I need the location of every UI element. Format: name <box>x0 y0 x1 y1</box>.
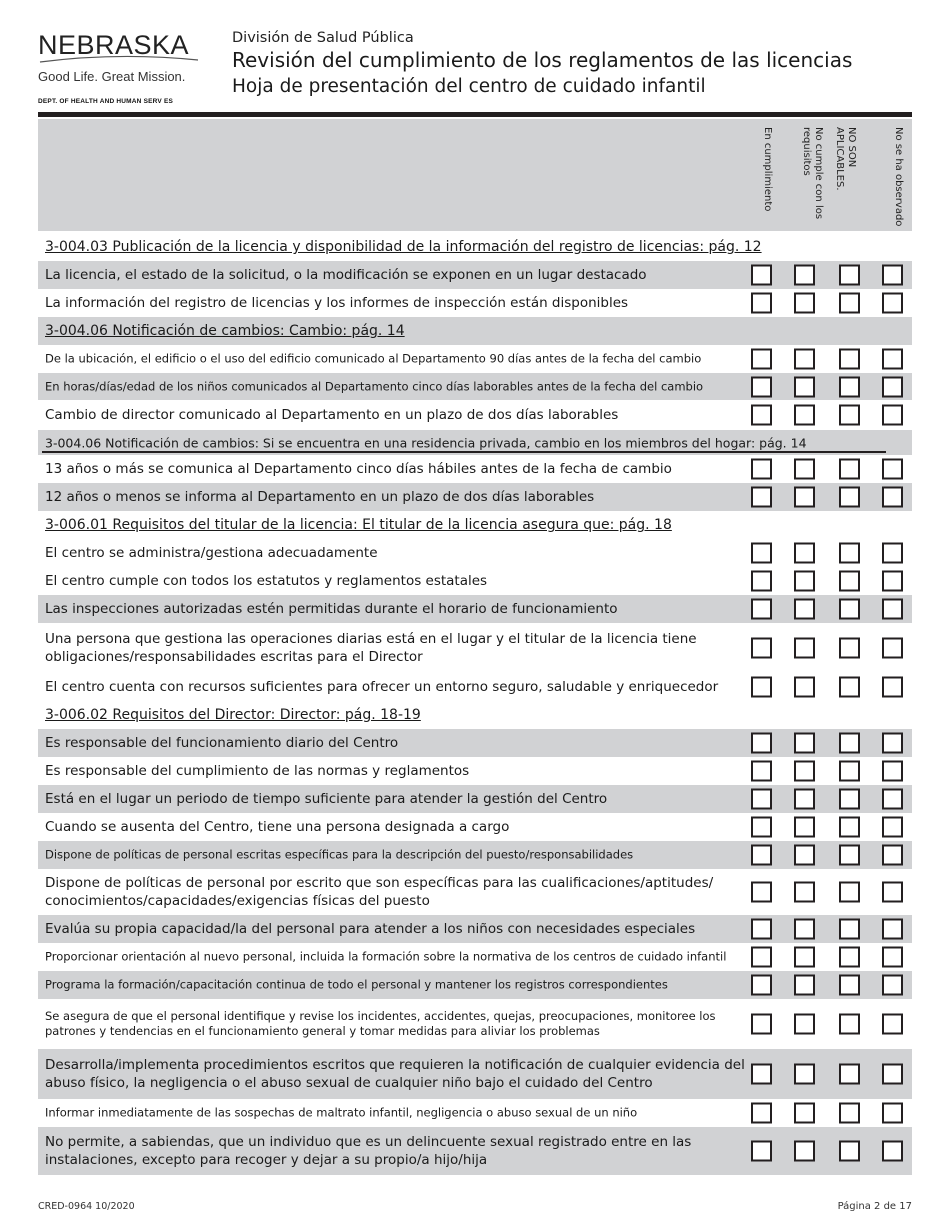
checkbox-not-observed[interactable] <box>882 405 903 426</box>
checkbox-compliant[interactable] <box>751 789 772 810</box>
checklist-row <box>38 261 912 289</box>
document-header <box>232 30 852 97</box>
checkbox-compliant[interactable] <box>751 487 772 508</box>
checkbox-compliant[interactable] <box>751 638 772 659</box>
checkbox-not-observed[interactable] <box>882 761 903 782</box>
checkbox-not-applicable[interactable] <box>839 376 860 397</box>
checkbox-not-observed[interactable] <box>882 459 903 480</box>
checkbox-compliant[interactable] <box>751 571 772 592</box>
requirement-text: Dispone de políticas de personal escritas específicas para la descripción del puesto/responsabilidades <box>45 847 634 862</box>
checkbox-not-applicable[interactable] <box>839 919 860 940</box>
requirement-text: Proporcionar orientación al nuevo personal, incluida la formación sobre la normativa de los centros de cuidado infantil <box>45 949 727 964</box>
checkbox-noncompliant[interactable] <box>794 265 815 286</box>
checklist-row <box>38 373 912 400</box>
checklist-row <box>38 345 912 373</box>
logo-wordmark: NEBRASKA <box>38 30 190 60</box>
section-heading: 3-004.03 Publicación de la licencia y disponibilidad de la información del registro de licencias: pág. 12 <box>45 239 762 255</box>
checkbox-compliant[interactable] <box>751 293 772 314</box>
checkbox-not-observed[interactable] <box>882 349 903 370</box>
checkbox-compliant[interactable] <box>751 919 772 940</box>
checkbox-not-observed[interactable] <box>882 1141 903 1162</box>
checkbox-compliant[interactable] <box>751 975 772 996</box>
checkbox-not-applicable[interactable] <box>839 405 860 426</box>
checkbox-noncompliant[interactable] <box>794 376 815 397</box>
checkbox-not-applicable[interactable] <box>839 571 860 592</box>
checkbox-not-observed[interactable] <box>882 571 903 592</box>
checklist-row <box>38 595 912 623</box>
checkbox-noncompliant[interactable] <box>794 405 815 426</box>
section-underline <box>42 451 886 453</box>
document-subtitle: Hoja de presentación del centro de cuidado infantil <box>232 76 706 97</box>
checkbox-noncompliant[interactable] <box>794 947 815 968</box>
section-heading-row <box>38 233 912 261</box>
column-header-noncompliant: No cumple con los requisitos <box>801 127 824 220</box>
checklist-row <box>38 1127 912 1175</box>
checkbox-not-observed[interactable] <box>882 919 903 940</box>
checkbox-noncompliant[interactable] <box>794 733 815 754</box>
column-header-compliant: En cumplimiento <box>762 127 773 212</box>
checkbox-not-observed[interactable] <box>882 1014 903 1035</box>
checkbox-not-observed[interactable] <box>882 947 903 968</box>
checkbox-compliant[interactable] <box>751 1141 772 1162</box>
requirement-text: Una persona que gestiona las operaciones diarias está en el lugar y el titular de la licencia tiene obligaciones/responsabilidades escritas para el Director <box>45 631 697 665</box>
requirement-text: En horas/días/edad de los niños comunicados al Departamento cinco días laborables antes de la fecha del cambio <box>45 379 704 393</box>
checkbox-not-observed[interactable] <box>882 1103 903 1124</box>
checkbox-not-applicable[interactable] <box>839 1103 860 1124</box>
checklist-row <box>38 943 912 971</box>
division-name: División de Salud Pública <box>232 30 414 46</box>
checklist-row <box>38 841 912 869</box>
checkbox-not-applicable[interactable] <box>839 1141 860 1162</box>
checklist-row <box>38 1099 912 1127</box>
header-rule <box>38 112 912 117</box>
checklist-row <box>38 971 912 999</box>
checklist-row <box>38 785 912 813</box>
checkbox-noncompliant[interactable] <box>794 845 815 866</box>
checkbox-not-observed[interactable] <box>882 817 903 838</box>
requirement-text: Se asegura de que el personal identifique y revise los incidentes, accidentes, quejas, preocupaciones, monitoree los patrones y tendencias en el funcionamiento general y tomar medidas para aliviar los problemas <box>45 1009 716 1038</box>
checkbox-compliant[interactable] <box>751 376 772 397</box>
checklist-row <box>38 869 912 915</box>
checklist-row <box>38 813 912 841</box>
checklist-row <box>38 729 912 757</box>
checkbox-noncompliant[interactable] <box>794 459 815 480</box>
checkbox-compliant[interactable] <box>751 265 772 286</box>
checkbox-compliant[interactable] <box>751 349 772 370</box>
checkbox-noncompliant[interactable] <box>794 677 815 698</box>
checkbox-compliant[interactable] <box>751 882 772 903</box>
requirement-text: Desarrolla/implementa procedimientos escritos que requieren la notificación de cualquier evidencia del abuso físico, la negligencia o el abuso sexual de cualquier niño bajo el cuidado del Centro <box>45 1057 745 1091</box>
checkbox-noncompliant[interactable] <box>794 882 815 903</box>
checkbox-compliant[interactable] <box>751 1014 772 1035</box>
requirement-text: Es responsable del cumplimiento de las normas y reglamentos <box>45 763 470 779</box>
requirement-text: 13 años o más se comunica al Departamento cinco días hábiles antes de la fecha de cambio <box>45 461 672 477</box>
checklist-row <box>38 455 912 483</box>
requirement-text: No permite, a sabiendas, que un individuo que es un delincuente sexual registrado entre en las instalaciones, excepto para recoger y dejar a su propio/a hijo/hija <box>45 1134 692 1168</box>
checkbox-not-applicable[interactable] <box>839 1014 860 1035</box>
checkbox-noncompliant[interactable] <box>794 1141 815 1162</box>
checklist-row <box>38 757 912 785</box>
checkbox-noncompliant[interactable] <box>794 1014 815 1035</box>
checkbox-not-applicable[interactable] <box>839 817 860 838</box>
checkbox-not-observed[interactable] <box>882 975 903 996</box>
checkbox-compliant[interactable] <box>751 599 772 620</box>
checkbox-compliant[interactable] <box>751 1064 772 1085</box>
checkbox-noncompliant[interactable] <box>794 487 815 508</box>
checkbox-not-observed[interactable] <box>882 487 903 508</box>
checkbox-not-observed[interactable] <box>882 293 903 314</box>
checkbox-compliant[interactable] <box>751 1103 772 1124</box>
logo-department: DEPT. OF HEALTH AND HUMAN SERV ES <box>38 98 174 105</box>
checkbox-not-applicable[interactable] <box>839 599 860 620</box>
checkbox-not-applicable[interactable] <box>839 293 860 314</box>
requirement-text: Informar inmediatamente de las sospechas de maltrato infantil, negligencia o abuso sexual de un niño <box>45 1105 638 1120</box>
requirement-text: El centro se administra/gestiona adecuadamente <box>45 545 378 561</box>
checkbox-not-observed[interactable] <box>882 638 903 659</box>
requirement-text: Es responsable del funcionamiento diario del Centro <box>45 735 399 751</box>
checkbox-not-observed[interactable] <box>882 543 903 564</box>
checkbox-not-applicable[interactable] <box>839 761 860 782</box>
checklist-row <box>38 400 912 430</box>
checkbox-not-applicable[interactable] <box>839 882 860 903</box>
checkbox-noncompliant[interactable] <box>794 1064 815 1085</box>
checkbox-noncompliant[interactable] <box>794 761 815 782</box>
checklist-table <box>38 233 912 1175</box>
checklist-row <box>38 673 912 701</box>
checkbox-not-applicable[interactable] <box>839 1064 860 1085</box>
checkbox-noncompliant[interactable] <box>794 975 815 996</box>
checkbox-not-observed[interactable] <box>882 677 903 698</box>
checkbox-not-applicable[interactable] <box>839 349 860 370</box>
requirement-text: El centro cumple con todos los estatutos y reglamentos estatales <box>45 573 488 589</box>
checkbox-not-observed[interactable] <box>882 789 903 810</box>
checkbox-not-observed[interactable] <box>882 845 903 866</box>
checklist-row <box>38 915 912 943</box>
page-number: Página 2 de 17 <box>837 1201 912 1212</box>
checkbox-not-applicable[interactable] <box>839 487 860 508</box>
checkbox-noncompliant[interactable] <box>794 1103 815 1124</box>
checkbox-not-applicable[interactable] <box>839 543 860 564</box>
checkbox-noncompliant[interactable] <box>794 571 815 592</box>
requirement-text: Las inspecciones autorizadas estén permitidas durante el horario de funcionamiento <box>45 601 618 617</box>
checkbox-not-observed[interactable] <box>882 265 903 286</box>
checkbox-noncompliant[interactable] <box>794 919 815 940</box>
checkbox-not-applicable[interactable] <box>839 638 860 659</box>
checkbox-noncompliant[interactable] <box>794 599 815 620</box>
section-heading: 3-004.06 Notificación de cambios: Cambio: pág. 14 <box>45 323 405 339</box>
section-heading-row <box>38 430 912 455</box>
section-heading: 3-006.02 Requisitos del Director: Director: pág. 18-19 <box>45 707 421 723</box>
requirement-text: Programa la formación/capacitación continua de todo el personal y mantener los registros correspondientes <box>45 977 668 992</box>
checkbox-compliant[interactable] <box>751 543 772 564</box>
requirement-text: Evalúa su propia capacidad/la del personal para atender a los niños con necesidades especiales <box>45 921 696 937</box>
document-title: Revisión del cumplimiento de los reglamentos de las licencias <box>232 48 853 72</box>
requirement-text: El centro cuenta con recursos suficientes para ofrecer un entorno seguro, saludable y enriquecedor <box>45 679 719 695</box>
requirement-text: La información del registro de licencias y los informes de inspección están disponibles <box>45 295 629 311</box>
requirement-text: La licencia, el estado de la solicitud, o la modificación se exponen en un lugar destacado <box>45 267 647 283</box>
checkbox-compliant[interactable] <box>751 459 772 480</box>
checklist-row <box>38 1049 912 1099</box>
section-heading-row <box>38 511 912 539</box>
requirement-text: Está en el lugar un periodo de tiempo suficiente para atender la gestión del Centro <box>45 791 608 807</box>
checklist-row <box>38 567 912 595</box>
checkbox-noncompliant[interactable] <box>794 349 815 370</box>
column-header-not-observed: No se ha observado <box>893 127 904 227</box>
section-heading: 3-004.06 Notificación de cambios: Si se encuentra en una residencia privada, cambio en los miembros del hogar: pág. 14 <box>45 435 807 450</box>
checkbox-not-applicable[interactable] <box>839 975 860 996</box>
column-header-band <box>38 119 912 231</box>
checklist-row <box>38 623 912 673</box>
checkbox-not-applicable[interactable] <box>839 947 860 968</box>
checkbox-noncompliant[interactable] <box>794 789 815 810</box>
checkbox-not-observed[interactable] <box>882 882 903 903</box>
requirement-text: 12 años o menos se informa al Departamento en un plazo de dos días laborables <box>45 489 595 505</box>
requirement-text: Dispone de políticas de personal por escrito que son específicas para las cualificaciones/aptitudes/ conocimientos/capacidades/exigencias físicas del puesto <box>45 875 714 909</box>
checkbox-noncompliant[interactable] <box>794 817 815 838</box>
checkbox-compliant[interactable] <box>751 733 772 754</box>
checkbox-not-applicable[interactable] <box>839 265 860 286</box>
checkbox-noncompliant[interactable] <box>794 543 815 564</box>
checkbox-not-observed[interactable] <box>882 376 903 397</box>
checkbox-noncompliant[interactable] <box>794 638 815 659</box>
checklist-row <box>38 483 912 511</box>
checkbox-noncompliant[interactable] <box>794 293 815 314</box>
requirement-text: Cambio de director comunicado al Departamento en un plazo de dos días laborables <box>45 407 619 423</box>
checkbox-not-applicable[interactable] <box>839 733 860 754</box>
checklist-row <box>38 539 912 567</box>
checkbox-not-applicable[interactable] <box>839 677 860 698</box>
checklist-row <box>38 289 912 317</box>
checkbox-not-observed[interactable] <box>882 599 903 620</box>
checkbox-compliant[interactable] <box>751 677 772 698</box>
checkbox-compliant[interactable] <box>751 405 772 426</box>
checklist-row <box>38 999 912 1049</box>
checkbox-not-observed[interactable] <box>882 1064 903 1085</box>
logo-tagline: Good Life. Great Mission. <box>38 69 186 84</box>
logo-swoosh-icon <box>38 54 203 64</box>
nebraska-dhhs-logo <box>38 32 208 105</box>
checkbox-compliant[interactable] <box>751 947 772 968</box>
checkbox-compliant[interactable] <box>751 761 772 782</box>
column-header-not-applicable: NO SON APLICABLES. <box>834 127 857 191</box>
checkbox-not-applicable[interactable] <box>839 459 860 480</box>
section-heading-row <box>38 701 912 729</box>
checkbox-not-applicable[interactable] <box>839 845 860 866</box>
checkbox-not-observed[interactable] <box>882 733 903 754</box>
section-heading: 3-006.01 Requisitos del titular de la licencia: El titular de la licencia asegura que: pág. 18 <box>45 517 672 533</box>
checkbox-compliant[interactable] <box>751 845 772 866</box>
requirement-text: De la ubicación, el edificio o el uso del edificio comunicado al Departamento 90 días antes de la fecha del cambio <box>45 351 702 366</box>
requirement-text: Cuando se ausenta del Centro, tiene una persona designada a cargo <box>45 819 510 835</box>
form-number: CRED-0964 10/2020 <box>38 1201 135 1212</box>
section-heading-row <box>38 317 912 345</box>
checkbox-compliant[interactable] <box>751 817 772 838</box>
checkbox-not-applicable[interactable] <box>839 789 860 810</box>
